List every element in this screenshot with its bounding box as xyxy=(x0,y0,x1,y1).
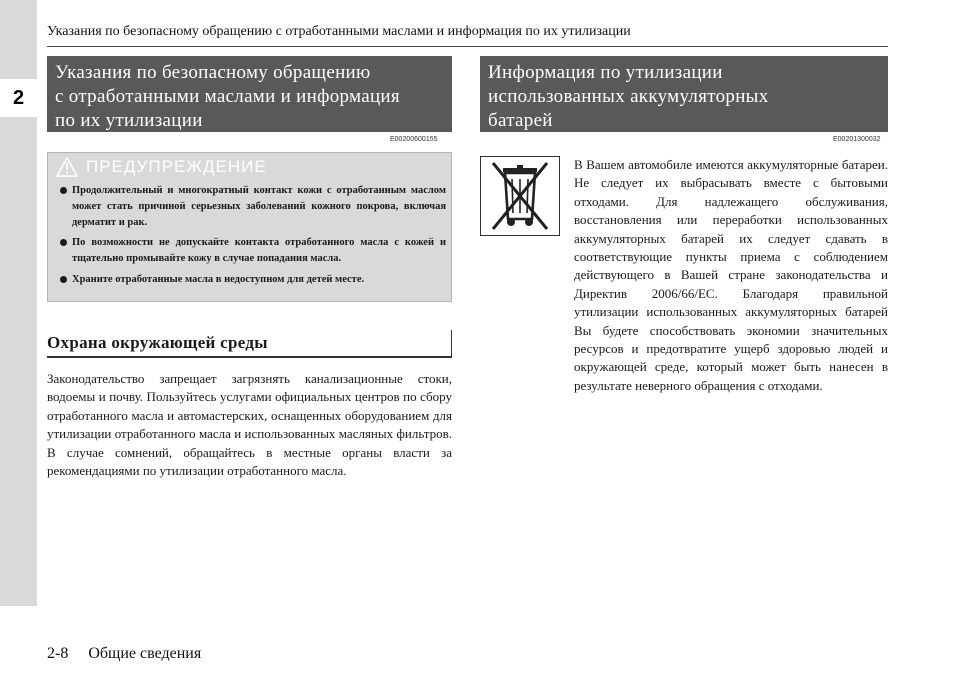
left-title-line-1: Указания по безопасному обращению xyxy=(55,62,371,83)
warning-list xyxy=(58,183,446,293)
page-footer: 2-8 Общие сведения xyxy=(47,645,202,662)
header-rule xyxy=(47,46,888,47)
right-section-code: E00201300032 xyxy=(833,136,881,143)
right-section-title xyxy=(480,56,888,132)
right-title-line-1: Информация по утилизации xyxy=(488,62,723,83)
warning-heading xyxy=(48,153,451,180)
warning-item: По возможности не допускайте контакта отработанного масла с кожей и тщательно промывайте кожу в случае попадания масла. xyxy=(58,235,446,267)
warning-box xyxy=(47,152,452,302)
environment-heading-text: Охрана окружающей среды xyxy=(47,333,268,352)
left-title-line-3: по их утилизации xyxy=(55,110,203,131)
heading-end-bar xyxy=(451,330,452,358)
warning-item: Храните отработанные масла в недоступном для детей месте. xyxy=(58,272,446,288)
chapter-number-tab: 2 xyxy=(0,79,37,117)
right-title-line-2: использованных аккумуляторных xyxy=(488,86,769,107)
warning-triangle-icon xyxy=(56,157,78,177)
right-title-line-3: батарей xyxy=(488,110,553,131)
warning-item: Продолжительный и многократный контакт кожи с отработанным маслом может стать причиной серьезных заболеваний кожного покрова, включая дерматит и рак. xyxy=(58,183,446,230)
bin-symbol-frame xyxy=(480,156,560,236)
running-header: Указания по безопасному обращению с отработанными маслами и информация по их утилизации xyxy=(47,24,631,39)
battery-disposal-paragraph: В Вашем автомобиле имеются аккумуляторные батареи. Не следует их выбрасывать вместе с бытовыми отходами. Для надлежащего обслуживания, восстановления или переработки использованных аккумуляторных батарей их следует сдавать в соответствующие пункты приема с соблюдением действующего в Вашей стране законодательства и Директив 2006/66/ЕС. Благодаря правильной утилизации использованных аккумуляторных батарей Вы будете способствовать экономии значительных ресурсов и предотвратите ущерб здоровью людей и окружающей среде, который может быть нанесен в результате неверного обращения с отходами. xyxy=(574,157,888,393)
crossed-out-wheelie-bin-icon xyxy=(481,157,559,235)
left-section-title xyxy=(47,56,452,132)
environment-paragraph: Законодательство запрещает загрязнять канализационные стоки, водоемы и почву. Пользуйтесь услугами официальных центров по сбору отработанного масла и автомастерских, оснащенных оборудованием для утилизации отработанного масла и использованных масляных фильтров. В случае сомнений, обращайтесь в местные органы власти за рекомендациями по утилизации отработанного масла. xyxy=(47,371,452,479)
left-title-line-2: с отработанными маслами и информация xyxy=(55,86,400,107)
left-section-code: E00200600155 xyxy=(390,136,438,143)
environment-heading xyxy=(47,330,452,358)
warning-heading-text: ПРЕДУПРЕЖДЕНИЕ xyxy=(86,157,267,176)
